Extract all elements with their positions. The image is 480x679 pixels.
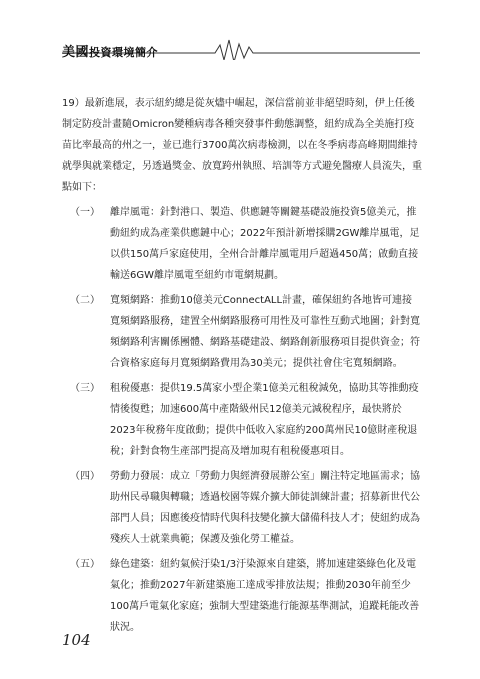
- list-item: [62, 378, 422, 462]
- list-item: [62, 290, 422, 374]
- intro-paragraph: 19）最新進展，表示紐約總是從灰燼中崛起，深信當前並非絕望時刻，伊上任後制定防疫計畫隨Omicron變種病毒各種突發事件動態調整，紐約成為全美施打疫苗比率最高的州之一，並已進行3700萬次病毒檢測，以在冬季病毒高峰期間維持就學與就業穩定，另透過獎金、放寬跨州執照、培訓等方式避免醫療人員流失，重點如下：: [62, 98, 422, 193]
- item-number: （五）: [70, 559, 100, 570]
- document-body: [62, 93, 422, 638]
- page-header: [0, 0, 480, 60]
- header-title: [62, 41, 158, 60]
- item-number: （三）: [70, 383, 100, 394]
- item-text: 離岸風電：針對港口、製造、供應鏈等關鍵基礎設施投資5億美元，推動紐約成為產業供應鏈中心；2022年預計新增採購2GW離岸風電，足以供150萬戶家庭使用，全州合計離岸風電用戶超過450萬；啟動直接輸送6GW離岸風電至紐約市電網規劃。: [110, 207, 420, 281]
- item-text: 綠色建築：紐約氣候汙染1/3汙染源來自建築，將加速建築綠色化及電氣化；推動2027年新建築施工達成零排放法規；推動2030年前至少100萬戶電氣化家庭；強制大型建築進行能源基準測試，追蹤耗能改善狀況。: [110, 559, 420, 633]
- item-number: （一）: [70, 207, 100, 218]
- header-title-main: 美國: [62, 45, 90, 60]
- list-item: [62, 202, 422, 286]
- item-text: 寬頻網路：推動10億美元ConnectALL計畫，確保紐約各地皆可連接寬頻網路服務，建置全州網路服務可用性及可靠性互動式地圖；針對寬頻網路利害關係團體、網路基礎建設、網路創新服務項目提供資金；符合資格家庭每月寬頻網路費用為30美元；提供社會住宅寬頻網路。: [110, 295, 420, 369]
- item-text: 勞動力發展：成立「勞動力與經濟發展辦公室」關注特定地區需求；協助州民尋職與轉職；透過校園等媒介擴大師徒訓練計畫；招募新世代公部門人員；因應後疫情時代與科技變化擴大儲備科技人才；使紐約成為殘疾人士就業典範；保護及強化勞工權益。: [110, 471, 420, 545]
- list-item: [62, 554, 422, 638]
- item-number: （二）: [70, 295, 100, 306]
- item-number: （四）: [70, 471, 100, 482]
- header-title-rest: 投資環境簡介: [89, 46, 159, 59]
- page-number: 104: [62, 631, 91, 649]
- list-item: [62, 466, 422, 550]
- item-text: 租稅優惠：提供19.5萬家小型企業1億美元租稅減免，協助其等推動疫情後復甦；加速600萬中產階級州民12億美元減稅程序，最快將於2023年稅務年度啟動；提供中低收入家庭約200萬州民10億財產稅退稅；針對食物生產部門提高及增加現有租稅優惠項目。: [110, 383, 419, 457]
